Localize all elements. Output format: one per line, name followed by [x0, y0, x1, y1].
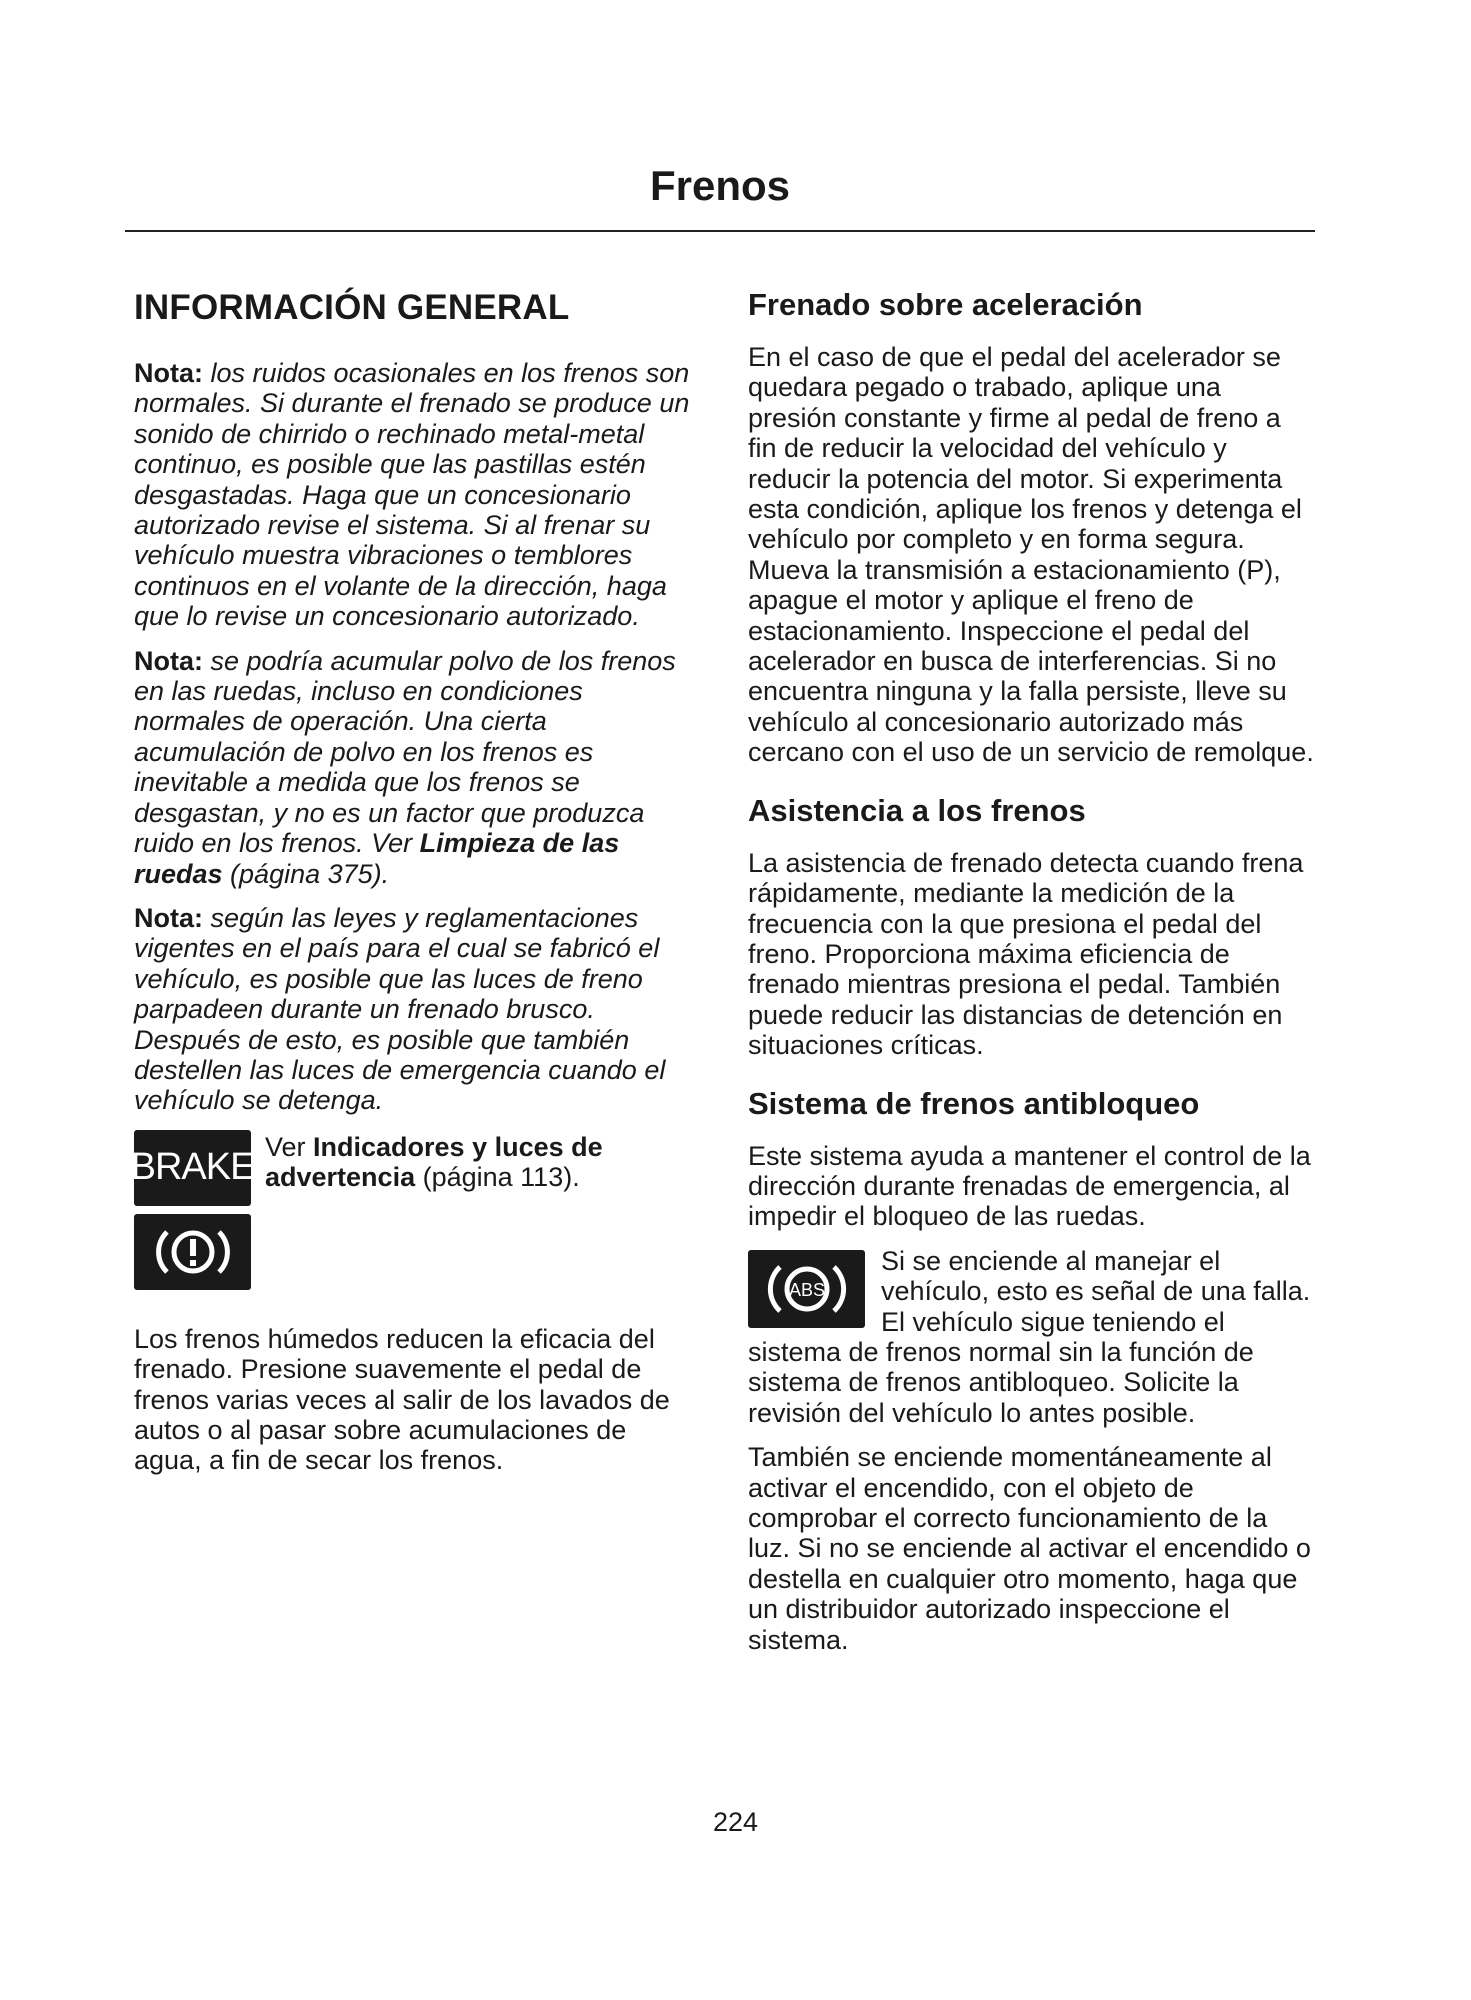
ref-page: (página 375).	[222, 858, 390, 889]
note-label: Nota:	[134, 645, 203, 676]
ref-prefix: Ver	[265, 1131, 314, 1162]
note-text: según las leyes y reglamentaciones vigentes en el país para el cual se fabricó el vehículo, es posible que las luces de freno parpadeen durante un frenado brusco. Después de esto, es posible que también destellen las luces de emergencia cuando el vehículo se detenga.	[134, 902, 666, 1116]
brake-warning-row	[130, 1130, 694, 1206]
page-header	[125, 162, 1315, 232]
note-ruidos	[134, 358, 694, 632]
brake-icon-label: BRAKE	[130, 1146, 255, 1189]
abs-startup-paragraph: También se enciende momentáneamente al activar el encendido, con el objeto de comprobar el correcto funcionamiento de la luz. Si no se enciende al activar el encendido o destella en cualquier otro momento, haga que un distribuidor autorizado inspeccione el sistema.	[748, 1442, 1311, 1655]
note-luces-freno	[134, 903, 694, 1116]
note-label: Nota:	[134, 358, 203, 388]
brake-icon-ref	[265, 1130, 694, 1193]
header-rule	[125, 230, 1315, 232]
subsection-asistencia-frenos: Asistencia a los frenos	[748, 792, 1086, 828]
note-label: Nota:	[134, 902, 203, 933]
abs-warning-block	[748, 1246, 1314, 1442]
section-title-informacion-general: INFORMACIÓN GENERAL	[134, 288, 570, 327]
left-column	[130, 286, 694, 1490]
note-text: los ruidos ocasionales en los frenos son normales. Si durante el frenado se produce un sonido de chirrido o rechinado metal-metal continuo, es posible que las pastillas estén desgastadas. Haga que un concesionario autorizado revise el sistema. Si al frenar su vehículo muestra vibraciones o temblores continuos en el volante de la dirección, haga que lo revise un concesionario autorizado.	[134, 358, 690, 632]
right-column	[748, 286, 1314, 1669]
brake-exclamation-icon	[150, 1224, 236, 1280]
frenado-aceleracion-paragraph: En el caso de que el pedal del acelerador se quedara pegado o trabado, aplique una presión constante y firme al pedal de freno a fin de reducir la velocidad del vehículo y reducir la potencia del motor. Si experimenta esta condición, aplique los frenos y detenga el vehículo por completo y en forma segura. Mueva la transmisión a estacionamiento (P), apague el motor y aplique el freno de estacionamiento. Inspeccione el pedal del acelerador en busca de interferencias. Si no encuentra ninguna y la falla persiste, lleve su vehículo al concesionario autorizado más cercano con el uso de un servicio de remolque.	[748, 342, 1314, 768]
ref-indicadores-link[interactable]: Indicadores y luces de advertencia	[265, 1131, 603, 1193]
asistencia-frenos-paragraph: La asistencia de frenado detecta cuando frena rápidamente, mediante la medición de la frecuencia con la que presiona el pedal del freno. Proporciona máxima eficiencia de frenado mientras presiona el pedal. También puede reducir las distancias de detención en situaciones críticas.	[748, 847, 1304, 1061]
brake-warning-icon	[130, 1130, 255, 1206]
subsection-frenado-aceleracion: Frenado sobre aceleración	[748, 287, 1143, 322]
note-polvo	[134, 646, 694, 889]
abs-icon-label: ABS	[788, 1279, 825, 1300]
ref-limpieza-ruedas-link[interactable]: Limpieza de las ruedas	[134, 828, 620, 889]
wet-brakes-paragraph: Los frenos húmedos reducen la eficacia del frenado. Presione suavemente el pedal de frenos varias veces al salir de los lavados de autos o al pasar sobre acumulaciones de agua, a fin de secar los frenos.	[134, 1323, 670, 1476]
abs-warning-icon	[748, 1250, 865, 1328]
antibloqueo-paragraph: Este sistema ayuda a mantener el control de la dirección durante frenadas de emergencia, al impedir el bloqueo de las ruedas.	[748, 1140, 1311, 1232]
brake-circle-warning-icon	[134, 1214, 251, 1290]
abs-warning-paragraph: Si se enciende al manejar el vehículo, esto es señal de una falla. El vehículo sigue teniendo el sistema de frenos normal sin la función de sistema de frenos antibloqueo. Solicite la revisión del vehículo lo antes posible.	[748, 1245, 1311, 1428]
subsection-antibloqueo: Sistema de frenos antibloqueo	[748, 1085, 1200, 1121]
page-title: Frenos	[649, 162, 791, 209]
page-number: 224	[712, 1807, 759, 1837]
note-text: se podría acumular polvo de los frenos en las ruedas, incluso en condiciones normales de operación. Una cierta acumulación de polvo en los frenos es inevitable a medida que los frenos se desgastan, y no es un factor que produzca ruido en los frenos. Ver	[134, 645, 676, 859]
ref-page: (página 113).	[415, 1162, 580, 1193]
